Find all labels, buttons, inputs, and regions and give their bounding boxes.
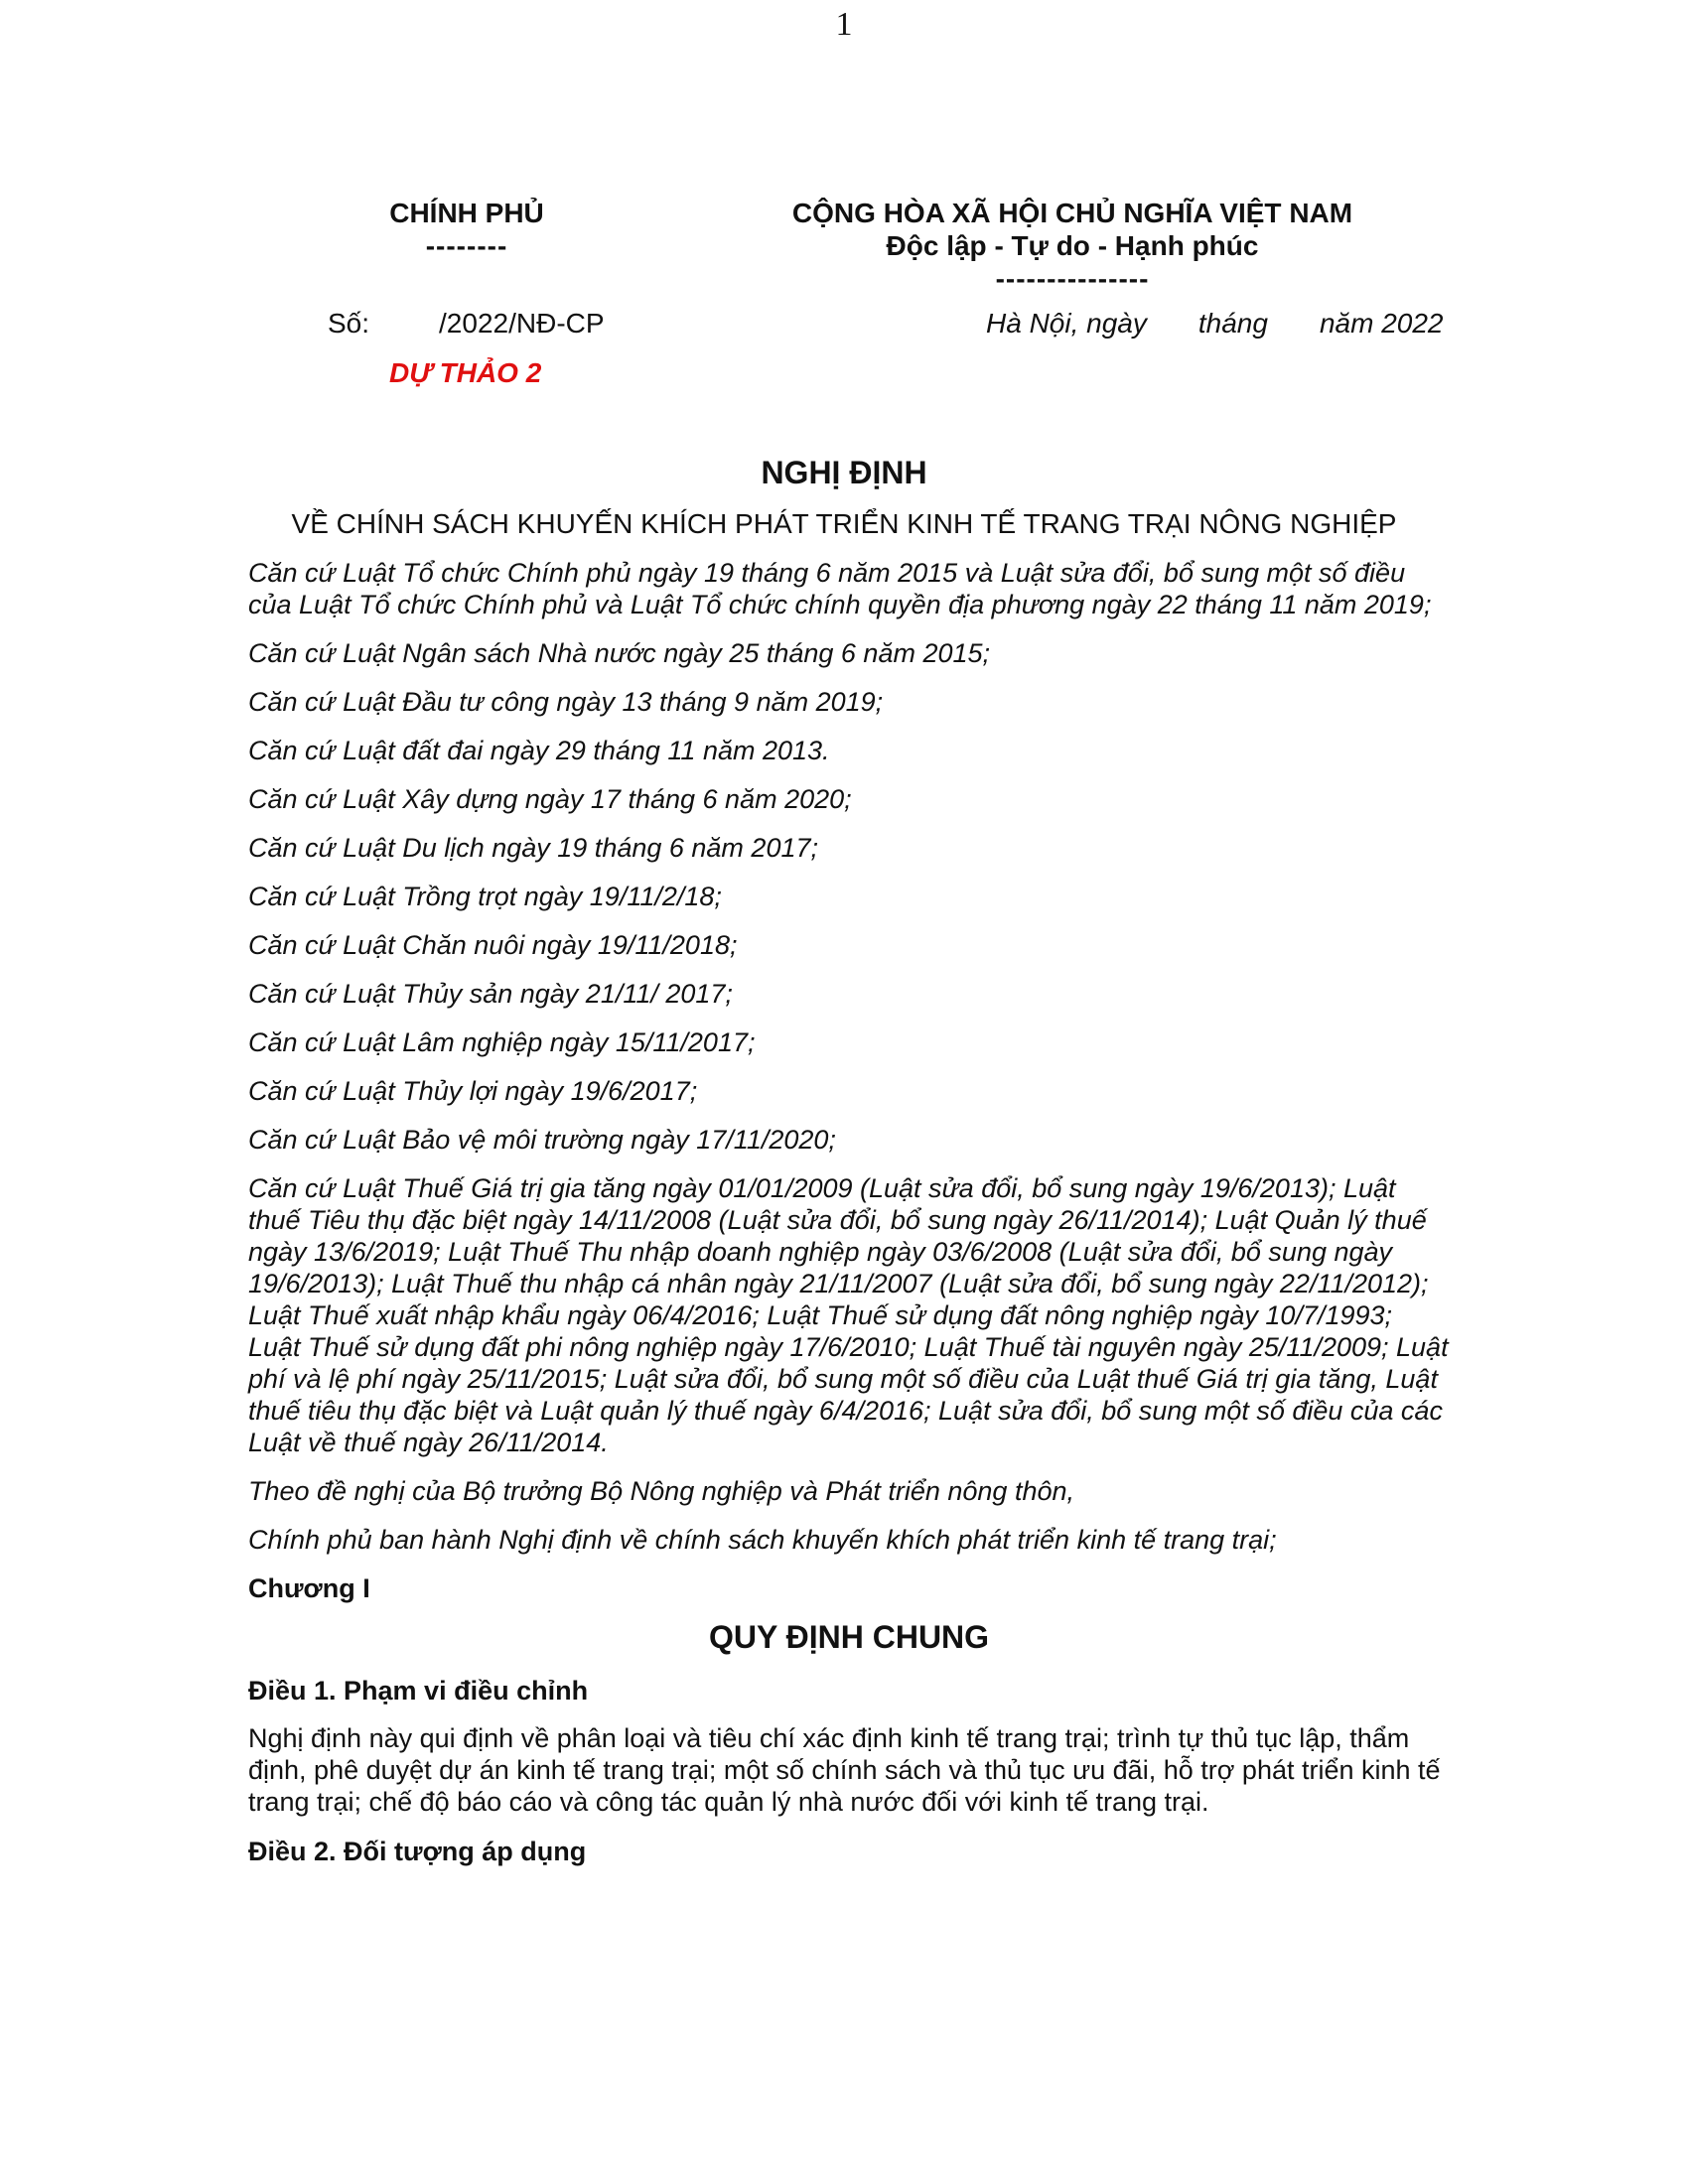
page-number: 1: [835, 6, 853, 43]
document-subtitle: VỀ CHÍNH SÁCH KHUYẾN KHÍCH PHÁT TRIỂN KINH TẾ TRANG TRẠI NÔNG NGHIỆP: [291, 508, 1397, 539]
legal-basis: Căn cứ Luật Lâm nghiệp ngày 15/11/2017;: [248, 1027, 756, 1057]
proposal-statement: Theo đề nghị của Bộ trưởng Bộ Nông nghiệp và Phát triển nông thôn,: [248, 1476, 1075, 1506]
place-day: Hà Nội, ngày: [986, 308, 1147, 339]
agency-name: CHÍNH PHỦ: [389, 198, 544, 228]
legal-basis: Căn cứ Luật Trồng trọt ngày 19/11/2/18;: [248, 882, 722, 911]
legal-basis: Căn cứ Luật Du lịch ngày 19 tháng 6 năm 2017;: [248, 833, 818, 863]
article-2-heading: Điều 2. Đối tượng áp dụng: [248, 1837, 587, 1866]
legal-basis: Căn cứ Luật Ngân sách Nhà nước ngày 25 tháng 6 năm 2015;: [248, 638, 991, 668]
legal-basis: Căn cứ Luật Thủy lợi ngày 19/6/2017;: [248, 1076, 698, 1106]
motto-underline: ---------------: [995, 263, 1150, 294]
enactment-statement: Chính phủ ban hành Nghị định về chính sách khuyến khích phát triển kinh tế trang trại;: [248, 1525, 1277, 1555]
agency-underline: --------: [425, 230, 508, 261]
date-year: năm 2022: [1319, 308, 1444, 339]
legal-basis-tax-laws: Căn cứ Luật Thuế Giá trị gia tăng ngày 01/01/2009 (Luật sửa đổi, bổ sung ngày 19/6/2013); Luật thuế Tiêu thụ đặc biệt ngày 14/11/2008 (Luật sửa đổi, bổ sung ngày 26/11/2014); Luật Quản lý thuế ngày 13/6/2019; Luật Thuế Thu nhập doanh nghiệp ngày 03/6/2008 (Luật sửa đổi, bổ sung ngày 19/6/2013); Luật Thuế thu nhập cá nhân ngày 21/11/2007 (Luật sửa đổi, bổ sung ngày 22/11/2012); Luật Thuế xuất nhập khẩu ngày 06/4/2016; Luật Thuế sử dụng đất nông nghiệp ngày 10/7/1993; Luật Thuế sử dụng đất phi nông nghiệp ngày 17/6/2010; Luật Thuế tài nguyên ngày 25/11/2009; Luật phí và lệ phí ngày 25/11/2015; Luật sửa đổi, bổ sung một số điều của Luật thuế Giá trị gia tăng, Luật thuế tiêu thụ đặc biệt và Luật quản lý thuế ngày 6/4/2016; Luật sửa đổi, bổ sung một số điều của các Luật về thuế ngày 26/11/2014.: [248, 1173, 1449, 1457]
national-heading: [755, 197, 1390, 295]
document-header: [0, 197, 1688, 395]
legal-basis: Căn cứ Luật Xây dựng ngày 17 tháng 6 năm 2020;: [248, 784, 852, 814]
chapter-label: Chương I: [248, 1573, 370, 1603]
issuing-agency: [298, 197, 635, 262]
legal-basis: Căn cứ Luật Tổ chức Chính phủ ngày 19 tháng 6 năm 2015 và Luật sửa đổi, bổ sung một số điều của Luật Tổ chức Chính phủ và Luật Tổ chức chính quyền địa phương ngày 22 tháng 11 năm 2019;: [248, 558, 1432, 619]
chapter-title: QUY ĐỊNH CHUNG: [708, 1619, 990, 1655]
number-value: /2022/NĐ-CP: [439, 308, 605, 339]
article-1-heading: Điều 1. Phạm vi điều chỉnh: [248, 1676, 589, 1706]
document-body: [248, 557, 1450, 1883]
date-month: tháng: [1197, 308, 1268, 339]
draft-label: DỰ THẢO 2: [389, 357, 542, 388]
number-label: Số:: [328, 308, 370, 339]
national-motto: Độc lập - Tự do - Hạnh phúc: [886, 230, 1259, 261]
legal-basis: Căn cứ Luật đất đai ngày 29 tháng 11 năm 2013.: [248, 736, 830, 765]
legal-basis: Căn cứ Luật Thủy sản ngày 21/11/ 2017;: [248, 979, 733, 1009]
legal-basis: Căn cứ Luật Bảo vệ môi trường ngày 17/11/2020;: [248, 1125, 836, 1155]
document-title: NGHỊ ĐỊNH: [761, 455, 927, 490]
legal-basis: Căn cứ Luật Chăn nuôi ngày 19/11/2018;: [248, 930, 738, 960]
legal-basis: Căn cứ Luật Đầu tư công ngày 13 tháng 9 năm 2019;: [248, 687, 884, 717]
place-and-date: [986, 308, 1444, 340]
document-number: [328, 308, 605, 340]
nation-name: CỘNG HÒA XÃ HỘI CHỦ NGHĨA VIỆT NAM: [791, 198, 1353, 228]
article-1-text: Nghị định này qui định về phân loại và tiêu chí xác định kinh tế trang trại; trình tự thủ tục lập, thẩm định, phê duyệt dự án kinh tế trang trại; một số chính sách và thủ tục ưu đãi, hỗ trợ phát triển kinh tế trang trại; chế độ báo cáo và công tác quản lý nhà nước đối với kinh tế trang trại.: [248, 1723, 1441, 1817]
